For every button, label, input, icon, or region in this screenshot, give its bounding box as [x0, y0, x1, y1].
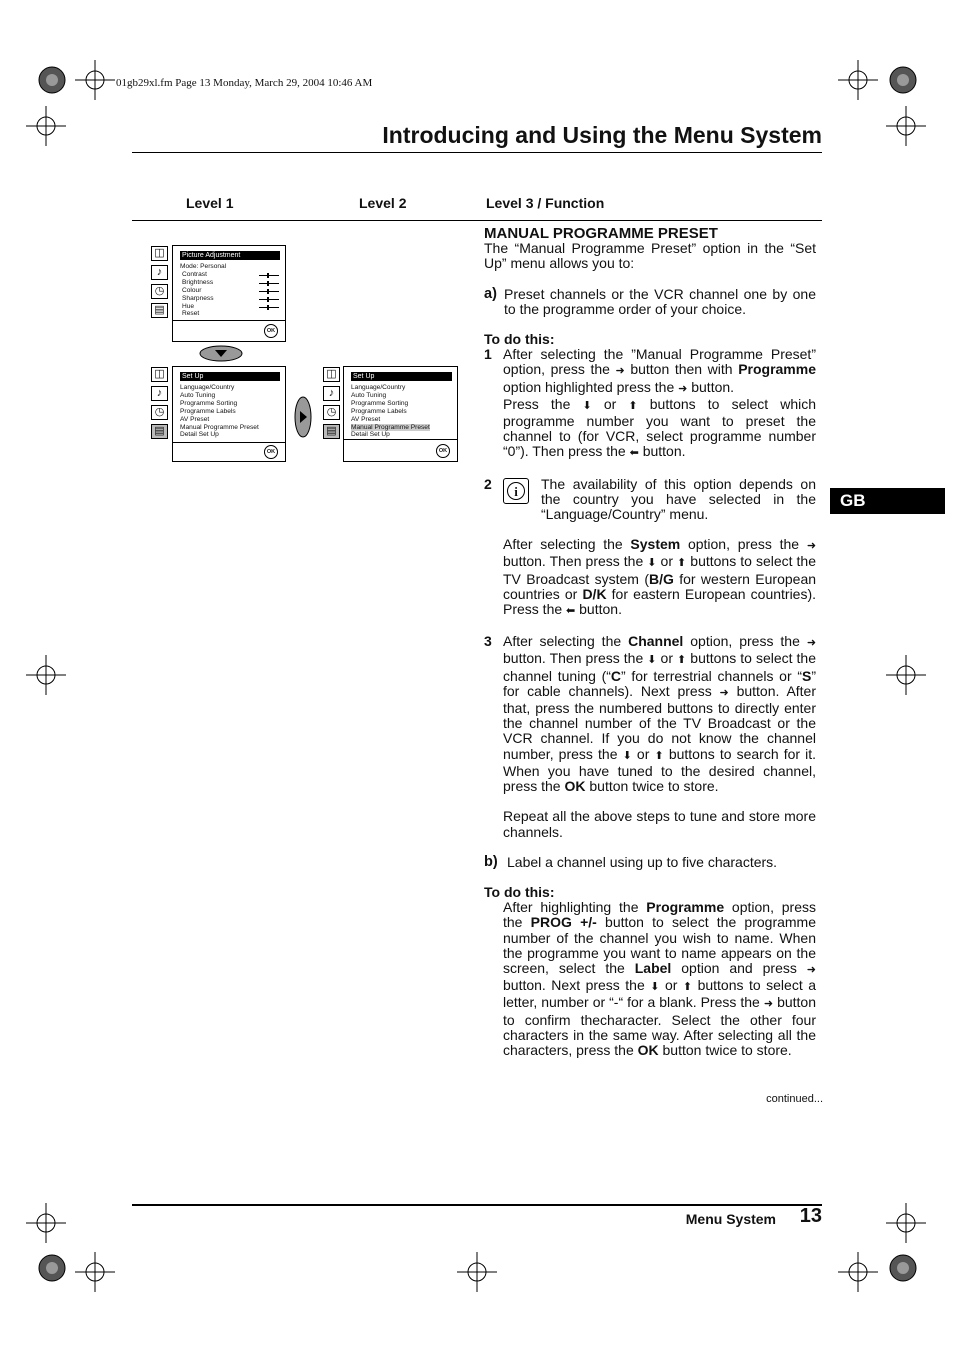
intro-text: The “Manual Programme Preset” option in the “Set Up” menu allows you to: [484, 240, 816, 272]
step-2 [484, 477, 816, 523]
menu-item-highlighted: Manual Programme Preset [351, 423, 430, 431]
sharpness-slider [259, 299, 279, 300]
up-arrow-icon: ⬆ [682, 981, 693, 994]
title-rule [132, 152, 822, 153]
repeat-text: Repeat all the above steps to tune and store more channels. [503, 808, 816, 840]
option-a-text: Preset channels or the VCR channel one by one to the programme order of your choice. [504, 285, 816, 317]
label-instructions: After highlighting the Programme option, press the PROG +/- button to select the programme number of the channel you wish to name. When the programme you want to name appears on the screen, select the Label option and press ➜ button. Next press the ⬇ or ⬆ buttons to select a letter, number or “-“ for a blank. Press the ➜ button to confirm thecharacter. Select the other four characters in the same way. After selecting all the characters, press the OK button twice to store. [503, 899, 817, 1058]
screen-items [180, 384, 259, 439]
screen-divider [173, 442, 285, 443]
crosshair-mark [886, 106, 926, 146]
footer-rule [132, 1204, 822, 1206]
menu-icon-column [151, 367, 168, 443]
down-arrow-icon: ⬇ [647, 557, 657, 570]
step-2-note: The availability of this option depends on the country you have selected in the “Language/Country” menu. [541, 475, 816, 523]
step-number: 1 [484, 346, 492, 363]
right-arrow-icon: ➜ [678, 382, 688, 395]
timer-icon: ◷ [323, 405, 340, 420]
crosshair-mark [26, 106, 66, 146]
crosshair-mark [457, 1252, 497, 1292]
picture-icon: ◫ [151, 246, 168, 261]
right-arrow-icon: ➜ [615, 365, 625, 378]
section-heading: MANUAL PROGRAMME PRESET [484, 225, 718, 242]
menu-item: Contrast [182, 270, 207, 278]
screen-divider [344, 439, 457, 440]
level-2-heading: Level 2 [359, 195, 407, 211]
todo-heading: To do this: [484, 331, 555, 348]
picture-adjustment-screen [172, 245, 286, 342]
screen-header: Set Up [180, 372, 280, 381]
up-arrow-icon: ⬆ [677, 557, 687, 570]
menu-item: Detail Set Up [180, 431, 219, 439]
setup-screen-highlighted [343, 366, 458, 462]
language-tab: GB [830, 488, 945, 514]
menu-item: Manual Programme Preset [180, 423, 259, 431]
crosshair-mark [26, 655, 66, 695]
left-arrow-icon: ⬅ [629, 447, 639, 460]
down-arrow-icon: ⬇ [647, 654, 657, 667]
setup-icon: ▤ [323, 424, 340, 439]
step-3 [484, 634, 816, 794]
menu-item: Language/Country [180, 384, 235, 391]
ok-icon: OK [264, 324, 278, 338]
crosshair-mark [838, 60, 878, 100]
down-arrow-icon: ⬇ [650, 981, 660, 994]
setup-icon: ▤ [151, 303, 168, 318]
brightness-slider [259, 283, 279, 284]
step-1-text: After selecting the ”Manual Programme Preset” option, press the ➜ button then with Programme option highlighted press the ➜ button. Press the ⬇ or ⬆ buttons to select which programme number you want to preset the channel to (for VCR, select programme number “0”). Then press the ⬅ button. [503, 347, 816, 461]
menu-item: AV Preset [180, 415, 210, 423]
step-2-text: After selecting the System option, press the ➜ button. Then press the ⬇ or ⬆ buttons to select the TV Broadcast system (B/G for western European countries or D/K for eastern European countries). Press the ⬅ button. [484, 537, 816, 619]
crosshair-mark [75, 60, 115, 100]
menu-item: Programme Labels [180, 407, 236, 415]
menu-item: Programme Sorting [351, 399, 409, 407]
sound-icon: ♪ [323, 386, 340, 401]
todo-heading-2: To do this: [484, 883, 555, 900]
right-arrow-icon: ➜ [763, 998, 774, 1011]
right-arrow-icon: ➜ [719, 686, 729, 699]
menu-item: Detail Set Up [351, 431, 390, 439]
instruction-column [484, 226, 816, 1058]
sound-icon: ♪ [151, 265, 168, 280]
crosshair-mark [838, 1252, 878, 1292]
screen-divider [173, 320, 285, 321]
page-title: Introducing and Using the Menu System [382, 122, 822, 148]
picture-icon: ◫ [323, 367, 340, 382]
menu-item: Programme Sorting [180, 399, 238, 407]
contrast-slider [259, 275, 279, 276]
option-a-label: a) [484, 285, 497, 302]
setup-screen [172, 366, 286, 462]
crosshair-mark [26, 1203, 66, 1243]
menu-item: Language/Country [351, 384, 406, 391]
down-arrow-pad-icon [199, 345, 243, 362]
menu-item: Mode: Personal [180, 263, 227, 270]
level-rule [132, 220, 822, 221]
crosshair-mark [75, 1252, 115, 1292]
menu-item: Sharpness [182, 294, 214, 302]
menu-item: Reset [182, 310, 200, 318]
crosshair-mark [886, 1203, 926, 1243]
registration-mark [883, 1248, 923, 1288]
file-info: 01gb29xl.fm Page 13 Monday, March 29, 2004 10:46 AM [116, 77, 373, 89]
ok-icon: OK [264, 445, 278, 459]
menu-icon-column [323, 367, 340, 443]
registration-mark [32, 60, 72, 100]
ok-icon: OK [436, 444, 450, 458]
right-arrow-icon: ➜ [806, 540, 817, 553]
level-1-heading: Level 1 [186, 195, 234, 211]
screen-items [351, 384, 430, 439]
option-b [484, 855, 816, 870]
info-icon: i [503, 478, 529, 504]
step-3-text: After selecting the Channel option, press the ➜ button. Then press the ⬇ or ⬆ buttons to select the channel tuning (“C” for terrestrial channels or “S” for cable channels). Next press ➜ button. After that, press the numbered buttons to directly enter the channel number of the TV Broadcast or the VCR channel. If you do not know the channel number, press the ⬇ or ⬆ buttons to search for it. When you have tuned to the desired channel, press the OK button twice to store. [503, 633, 817, 795]
right-arrow-icon: ➜ [806, 963, 817, 976]
down-arrow-icon: ⬇ [582, 399, 592, 412]
colour-slider [259, 291, 279, 292]
screen-items [180, 263, 226, 318]
picture-icon: ◫ [151, 367, 168, 382]
menu-item: Auto Tuning [351, 391, 387, 399]
up-arrow-icon: ⬆ [677, 654, 687, 667]
menu-item: Brightness [182, 278, 214, 286]
page-number: 13 [799, 1205, 822, 1227]
option-b-text: Label a channel using up to five characters. [507, 853, 778, 870]
menu-item: Auto Tuning [180, 391, 216, 399]
option-b-label: b) [484, 853, 498, 870]
crosshair-mark [886, 655, 926, 695]
menu-item: Hue [182, 302, 195, 310]
right-arrow-pad-icon [294, 396, 312, 438]
footer-section-label: Menu System [685, 1211, 776, 1227]
up-arrow-icon: ⬆ [654, 749, 664, 762]
menu-item: Colour [182, 286, 202, 294]
option-a [484, 287, 816, 317]
registration-mark [32, 1248, 72, 1288]
sound-icon: ♪ [151, 386, 168, 401]
step-number: 2 [484, 475, 492, 492]
right-arrow-icon: ➜ [806, 637, 817, 650]
up-arrow-icon: ⬆ [628, 399, 638, 412]
menu-item: AV Preset [351, 415, 381, 423]
step-number: 3 [484, 633, 492, 650]
down-arrow-icon: ⬇ [622, 749, 632, 762]
step-1 [484, 347, 816, 461]
menu-item: Programme Labels [351, 407, 407, 415]
screen-header: Set Up [351, 372, 452, 381]
continued-note: continued... [766, 1093, 823, 1105]
setup-icon: ▤ [151, 424, 168, 439]
timer-icon: ◷ [151, 284, 168, 299]
menu-icon-column [151, 246, 168, 322]
screen-header: Picture Adjustment [180, 251, 280, 260]
hue-slider [259, 307, 279, 308]
left-arrow-icon: ⬅ [566, 605, 576, 618]
timer-icon: ◷ [151, 405, 168, 420]
level-3-heading: Level 3 / Function [486, 195, 605, 211]
registration-mark [883, 60, 923, 100]
